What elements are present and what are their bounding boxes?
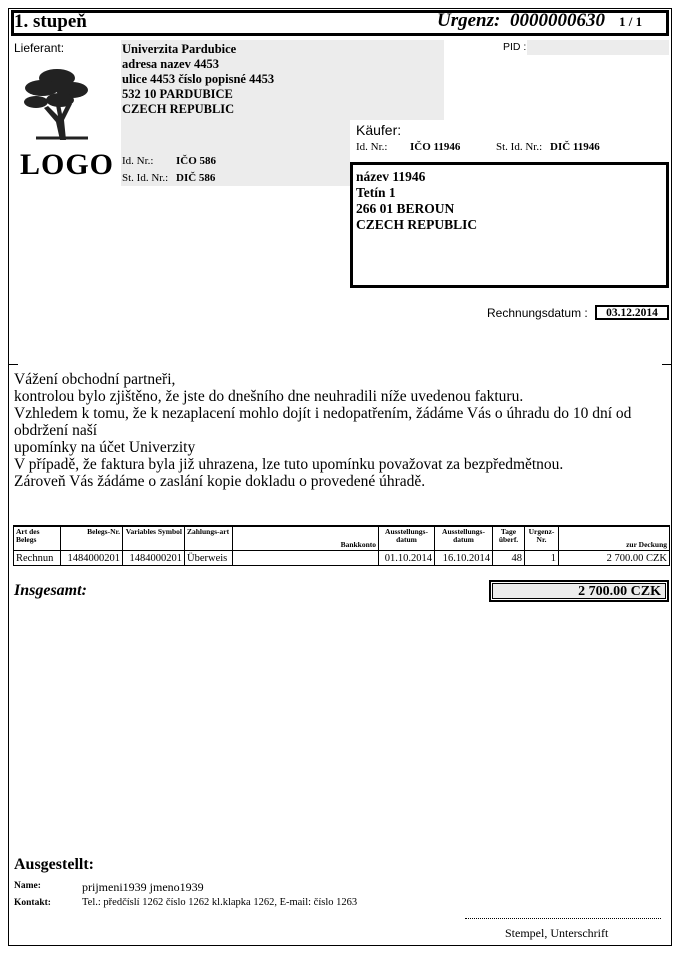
urgenz-label: Urgenz: <box>437 10 501 31</box>
supplier-tax-label: St. Id. Nr.: <box>122 172 169 184</box>
col-header: Tage überf. <box>493 526 525 551</box>
issued-name-label: Name: <box>14 881 41 891</box>
col-header: zur Deckung <box>559 526 670 551</box>
letter-line: kontrolou bylo zjištěno, že jste do dnešního dne neuhradili níže uvedenou fakturu. <box>14 388 524 405</box>
buyer-tax-label: St. Id. Nr.: <box>496 141 543 153</box>
col-header: Ausstellungs-datum <box>379 526 435 551</box>
total-label: Insgesamt: <box>14 582 87 599</box>
table-header-row <box>14 526 670 551</box>
issued-contact-label: Kontakt: <box>14 898 51 908</box>
supplier-id-value: IČO 586 <box>176 155 217 167</box>
document-title: 1. stupeň <box>14 11 87 32</box>
buyer-street: Tetín 1 <box>356 185 396 200</box>
buyer-id-value: IČO 11946 <box>410 141 461 153</box>
cell-variable-symbol: 1484000201 <box>123 551 185 566</box>
letter-body <box>14 371 664 490</box>
letter-line: upomínky na účet Univerzity <box>14 439 196 456</box>
cell-days-overdue: 48 <box>493 551 525 566</box>
invoice-date-value: 03.12.2014 <box>595 305 669 320</box>
col-header: Zahlungs-art <box>185 526 233 551</box>
cell-payment-type: Überweis <box>185 551 233 566</box>
supplier-label: Lieferant: <box>14 41 65 55</box>
col-header: Urgenz-Nr. <box>525 526 559 551</box>
letter-line: Vážení obchodní partneři, <box>14 371 176 388</box>
buyer-country: CZECH REPUBLIC <box>356 217 478 232</box>
table-row <box>14 551 670 566</box>
invoice-date-label: Rechnungsdatum : <box>487 306 588 320</box>
supplier-address <box>122 42 274 117</box>
cell-amount: 2 700.00 CZK <box>559 551 670 566</box>
col-header: Variables Symbol <box>123 526 185 551</box>
supplier-id-label: Id. Nr.: <box>122 155 154 167</box>
signature-label: Stempel, Unterschrift <box>505 926 609 940</box>
buyer-name: název 11946 <box>356 169 426 184</box>
col-header: Belegs-Nr. <box>61 526 123 551</box>
supplier-name: Univerzita Pardubice <box>122 42 237 56</box>
tree-logo-icon <box>22 64 92 144</box>
cell-doc-type: Rechnun <box>14 551 61 566</box>
supplier-city: 532 10 PARDUBICE <box>122 87 233 101</box>
cell-due-date: 16.10.2014 <box>435 551 493 566</box>
total-value: 2 700.00 CZK <box>492 583 666 599</box>
col-header: Bankkonto <box>233 526 379 551</box>
pid-label: PID : <box>503 41 527 53</box>
buyer-city: 266 01 BEROUN <box>356 201 455 216</box>
col-header: Ausstellungs-datum <box>435 526 493 551</box>
buyer-label: Käufer: <box>356 122 402 138</box>
logo-text: LOGO <box>20 148 115 181</box>
buyer-tax-value: DIČ 11946 <box>550 141 600 153</box>
pid-field <box>527 40 669 55</box>
col-header: Art des Belegs <box>14 526 61 551</box>
letter-line: obdržení naší <box>14 422 98 439</box>
page-number: 1 / 1 <box>619 14 643 29</box>
letter-line: V případě, že faktura byla již uhrazena, lze tuto upomínku považovat za bezpředmětnou. <box>14 456 564 473</box>
letter-line: Vzhledem k tomu, že k nezaplacení mohlo dojít i nedopatřením, žádáme Vás o úhradu do 10 dní od <box>14 405 632 422</box>
fold-mark-right <box>662 364 672 365</box>
issued-contact-value: Tel.: předčíslí 1262 číslo 1262 kl.klapka 1262, E-mail: číslo 1263 <box>82 897 358 908</box>
letter-line: Zároveň Vás žádáme o zaslání kopie dokladu o provedené úhradě. <box>14 473 426 490</box>
buyer-id-label: Id. Nr.: <box>356 141 388 153</box>
buyer-address <box>356 169 477 233</box>
invoice-table <box>13 525 670 566</box>
supplier-address-line2: ulice 4453 číslo popisné 4453 <box>122 72 275 86</box>
urgenz-number: 0000000630 <box>510 10 605 31</box>
signature-line <box>465 918 661 919</box>
supplier-tax-value: DIČ 586 <box>176 172 216 184</box>
cell-reminder-number: 1 <box>525 551 559 566</box>
fold-mark-left <box>8 364 18 365</box>
issued-title: Ausgestellt: <box>14 856 94 873</box>
supplier-address-line1: adresa nazev 4453 <box>122 57 219 71</box>
issued-name-value: prijmeni1939 jmeno1939 <box>82 880 204 894</box>
cell-issue-date: 01.10.2014 <box>379 551 435 566</box>
cell-bank-account <box>233 551 379 566</box>
cell-doc-number: 1484000201 <box>61 551 123 566</box>
supplier-country: CZECH REPUBLIC <box>122 102 235 116</box>
